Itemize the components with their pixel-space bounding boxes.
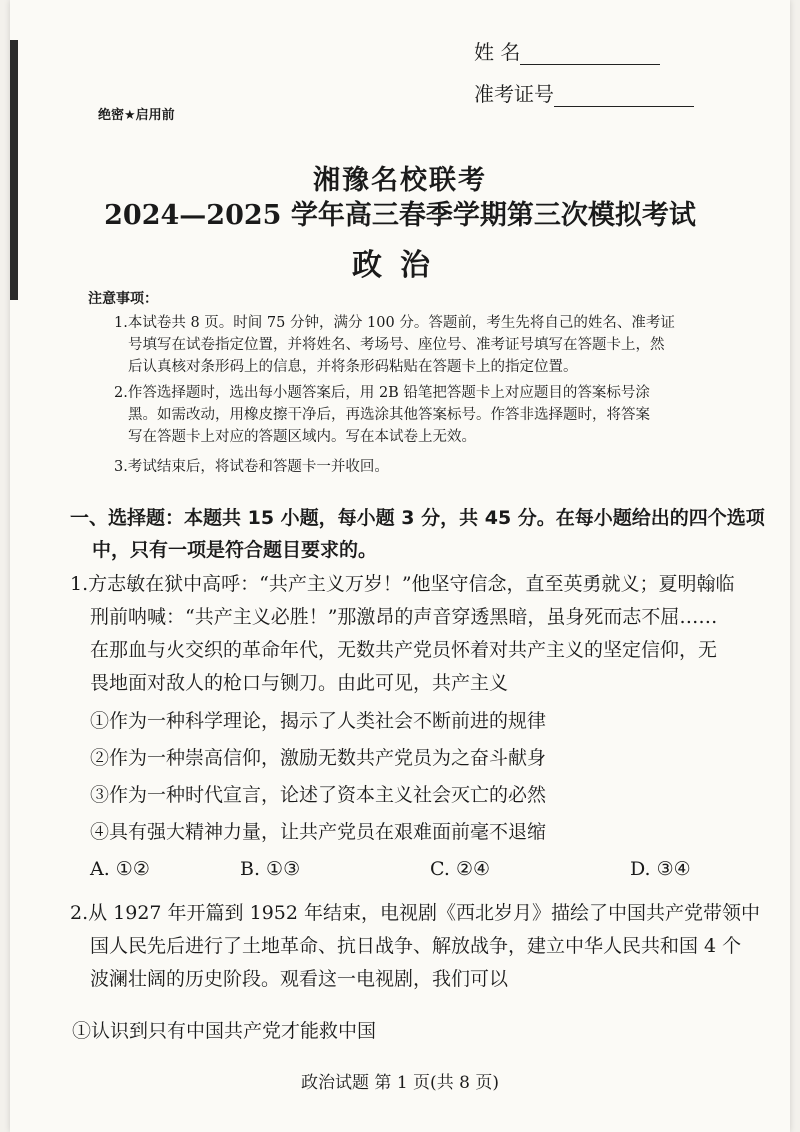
secret-label: 绝密★启用前: [98, 108, 175, 123]
exam-organizer-title: 湘豫名校联考: [313, 165, 487, 196]
question-line: 畏地面对敌人的枪口与铡刀。由此可见，共产主义: [90, 672, 509, 694]
notice-line: 写在答题卡上对应的答题区域内。写在本试卷上无效。: [128, 429, 476, 445]
section-line: 一、选择题：本题共 15 小题，每小题 3 分，共 45 分。在每小题给出的四个选项: [70, 507, 765, 529]
q1-choices: [68, 858, 768, 888]
notice-item-3: [114, 456, 714, 478]
q1-choice-d[interactable]: D. ③④: [630, 858, 691, 880]
notice-line: 3.考试结束后，将试卷和答题卡一并收回。: [114, 459, 389, 475]
question-line: 波澜壮阔的历史阶段。观看这一电视剧，我们可以: [90, 968, 509, 990]
q1-statement-3: ③作为一种时代宣言，论述了资本主义社会灭亡的必然: [90, 784, 547, 806]
q1-statement-1: ①作为一种科学理论，揭示了人类社会不断前进的规律: [90, 710, 547, 732]
q1-choice-a[interactable]: A. ①②: [90, 858, 150, 880]
question-2-stem: [70, 897, 770, 996]
notice-item-2: [114, 382, 714, 448]
q1-statement-4: ④具有强大精神力量，让共产党员在艰难面前毫不退缩: [90, 821, 547, 843]
notice-line: 2.作答选择题时，选出每小题答案后，用 2B 铅笔把答题卡上对应题目的答案标号涂: [114, 385, 650, 401]
exam-page: [10, 0, 790, 1132]
notice-heading: 注意事项：: [88, 291, 158, 307]
notice-item-1: [114, 312, 714, 378]
question-line: 国人民先后进行了土地革命、抗日战争、解放战争，建立中华人民共和国 4 个: [90, 935, 742, 957]
question-line: 刑前呐喊：“共产主义必胜！”那激昂的声音穿透黑暗，虽身死而志不屈……: [90, 606, 718, 628]
notice-line: 后认真核对条形码上的信息，并将条形码粘贴在答题卡上的指定位置。: [128, 359, 578, 375]
q1-choice-c[interactable]: C. ②④: [430, 858, 491, 880]
section-line: 中，只有一项是符合题目要求的。: [92, 539, 378, 561]
name-field: [474, 36, 660, 65]
notice-line: 号填写在试卷指定位置，并将姓名、考场号、座位号、准考证号填写在答题卡上，然: [128, 337, 665, 353]
page-footer: 政治试题 第 1 页(共 8 页): [301, 1073, 499, 1093]
name-blank[interactable]: [520, 46, 660, 65]
question-line: 1.方志敏在狱中高呼：“共产主义万岁！”他坚守信念，直至英勇就义；夏明翰临: [70, 573, 735, 595]
exam-number-blank[interactable]: [554, 88, 694, 107]
subject-title: 政治: [352, 248, 448, 283]
q1-choice-b[interactable]: B. ①③: [240, 858, 301, 880]
exam-number-field: [474, 78, 694, 107]
question-1-stem: [70, 568, 770, 700]
section-heading: [70, 502, 770, 566]
exam-name-title: 2024—2025 学年高三春季学期第三次模拟考试: [104, 200, 696, 231]
name-label: 姓 名: [474, 40, 521, 64]
notice-line: 黑。如需改动，用橡皮擦干净后，再选涂其他答案标号。作答非选择题时，将答案: [128, 407, 650, 423]
exam-number-label: 准考证号: [474, 82, 554, 106]
question-line: 在那血与火交织的革命年代，无数共产党员怀着对共产主义的坚定信仰，无: [90, 639, 718, 661]
question-line: 2.从 1927 年开篇到 1952 年结束，电视剧《西北岁月》描绘了中国共产党带领中: [70, 902, 760, 924]
notice-line: 1.本试卷共 8 页。时间 75 分钟，满分 100 分。答题前，考生先将自己的姓名、准考证: [114, 315, 675, 331]
q2-statement-1: ①认识到只有中国共产党才能救中国: [72, 1020, 377, 1042]
q1-statement-2: ②作为一种崇高信仰，激励无数共产党员为之奋斗献身: [90, 747, 547, 769]
